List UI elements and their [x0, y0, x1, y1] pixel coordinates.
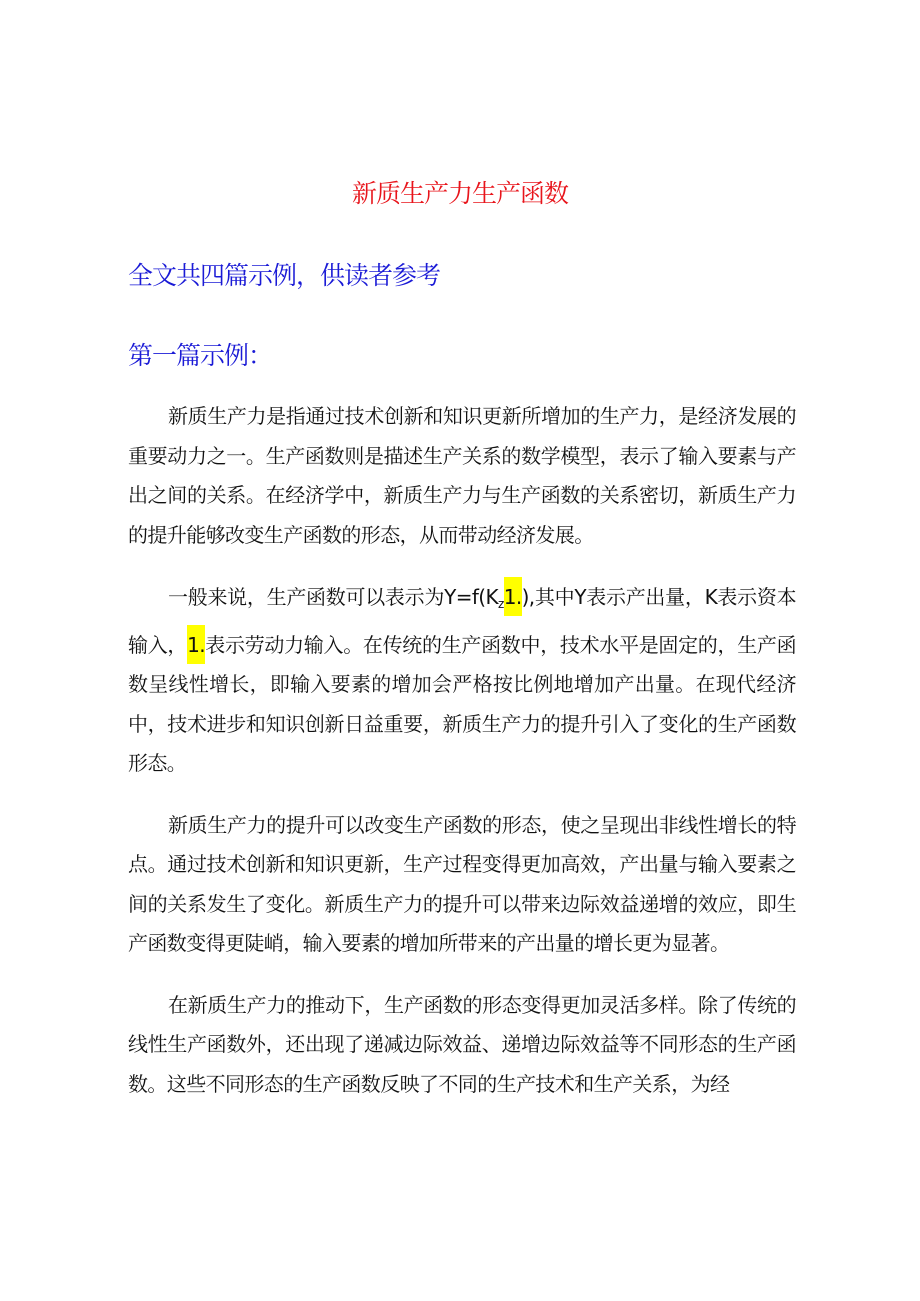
paragraph-3: 新质生产力的提升可以改变生产函数的形态，使之呈现出非线性增长的特点。通过技术创新和知识更新，生产过程变得更加高效，产出量与输入要素之间的关系发生了变化。新质生产力的提升可以带来边际效益递增的效应，即生产函数变得更陡峭，输入要素的增加所带来的产出量的增长更为显著。 — [128, 812, 796, 955]
document-title: 新质生产力生产函数 — [351, 179, 568, 208]
document-body — [128, 397, 796, 1126]
paragraph-2 — [128, 577, 796, 784]
subscript-mark: z — [498, 597, 504, 611]
paragraph-2-text-c: 表示劳动力输入。在传统的生产函数中，技术水平是固定的，生产函数呈线性增长，即输入要素的增加会严格按比例地增加产出量。在现代经济中，技术进步和知识创新日益重要，新质生产力的提升引入了变化的生产函数形态。 — [128, 632, 797, 775]
paragraph-1: 新质生产力是指通过技术创新和知识更新所增加的生产力，是经济发展的重要动力之一。生产函数则是描述生产关系的数学模型，表示了输入要素与产出之间的关系。在经济学中，新质生产力与生产函数的关系密切，新质生产力的提升能够改变生产函数的形态，从而带动经济发展。 — [128, 404, 796, 547]
paragraph-2-text-a: 一般来说，生产函数可以表示为Y=f(K — [168, 585, 499, 609]
document-subtitle: 全文共四篇示例，供读者参考 — [128, 261, 441, 290]
highlight-mark-1: 1. — [504, 577, 522, 616]
highlight-mark-2: 1. — [187, 625, 205, 664]
paragraph-4: 在新质生产力的推动下，生产函数的形态变得更加灵活多样。除了传统的线性生产函数外，还出现了递减边际效益、递增边际效益等不同形态的生产函数。这些不同形态的生产函数反映了不同的生产技术和生产关系，为经 — [128, 992, 796, 1096]
paragraph-2-text-b: ),其中Y表示产出量，K表示资本输入， — [128, 585, 796, 657]
section-heading: 第一篇示例： — [128, 341, 273, 370]
